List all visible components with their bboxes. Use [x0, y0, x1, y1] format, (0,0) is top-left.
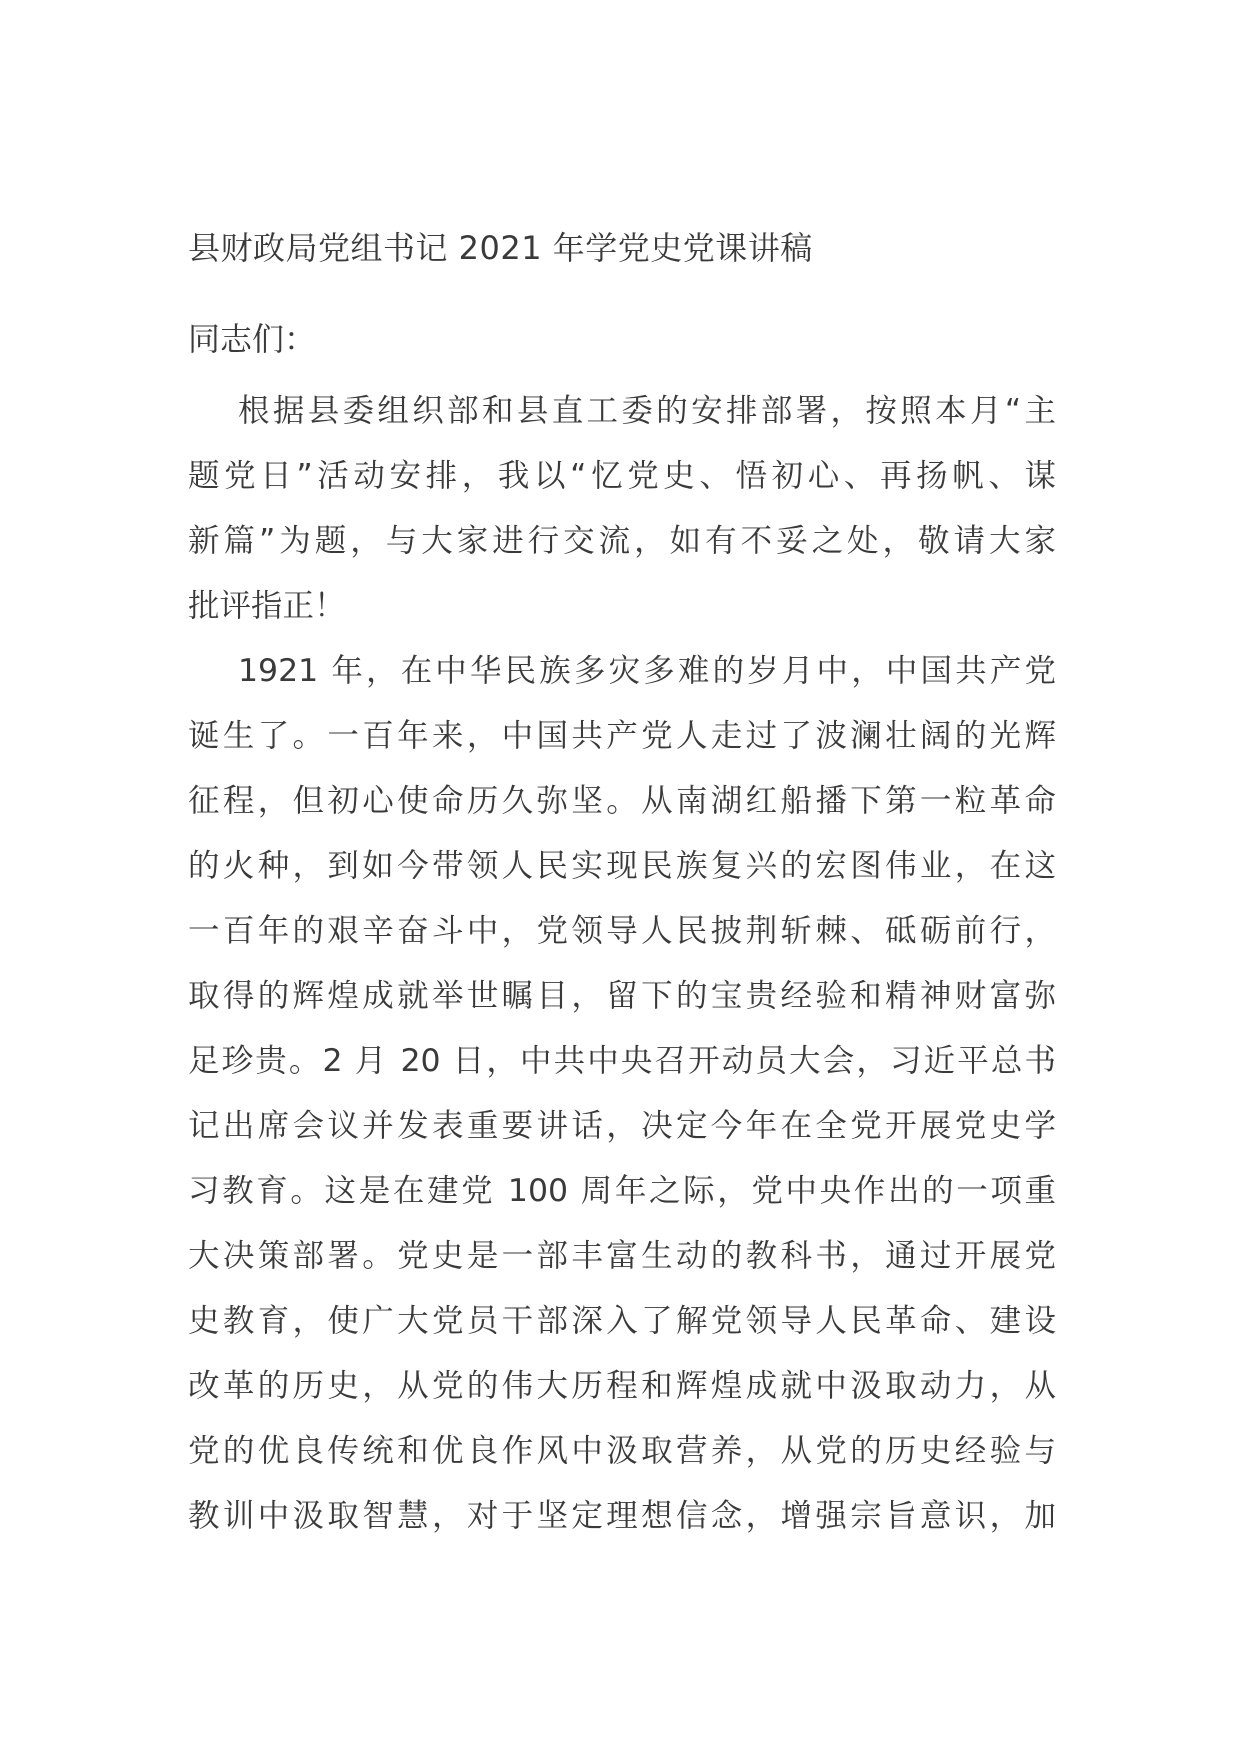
greeting: 同志们：: [188, 320, 317, 358]
paragraph-2-line: 取得的辉煌成就举世瞩目，留下的宝贵经验和精神财富弥: [188, 978, 1056, 1014]
paragraph-2-line: 改革的历史，从党的伟大历程和辉煌成就中汲取动力，从: [188, 1368, 1056, 1404]
paragraph-2-line: 诞生了。一百年来，中国共产党人走过了波澜壮阔的光辉: [188, 718, 1056, 754]
paragraph-2-line: 的火种，到如今带领人民实现民族复兴的宏图伟业，在这: [188, 848, 1056, 884]
paragraph-1-line: 题党日”活动安排，我以“忆党史、悟初心、再扬帆、谋: [188, 458, 1056, 494]
paragraph-2-line: 习教育。这是在建党 100 周年之际，党中央作出的一项重: [188, 1173, 1056, 1209]
document-body: [188, 379, 1056, 1549]
paragraph-2-line: 1921 年，在中华民族多灾多难的岁月中，中国共产党: [238, 653, 1056, 689]
paragraph-2-line: 记出席会议并发表重要讲话，决定今年在全党开展党史学: [188, 1108, 1056, 1144]
paragraph-2-line: 征程，但初心使命历久弥坚。从南湖红船播下第一粒革命: [188, 783, 1056, 819]
paragraph-2-line: 党的优良传统和优良作风中汲取营养，从党的历史经验与: [188, 1433, 1056, 1469]
document-page: [188, 0, 1056, 1754]
paragraph-2-line: 大决策部署。党史是一部丰富生动的教科书，通过开展党: [188, 1238, 1056, 1274]
paragraph-2-line: 教训中汲取智慧，对于坚定理想信念，增强宗旨意识，加: [188, 1498, 1056, 1534]
paragraph-1-line: 根据县委组织部和县直工委的安排部署，按照本月“主: [238, 393, 1056, 429]
paragraph-2-line: 足珍贵。2 月 20 日，中共中央召开动员大会，习近平总书: [188, 1043, 1056, 1079]
paragraph-2-line: 史教育，使广大党员干部深入了解党领导人民革命、建设: [188, 1303, 1056, 1339]
document-title: 县财政局党组书记 2021 年学党史党课讲稿: [188, 229, 813, 267]
paragraph-2-line: 一百年的艰辛奋斗中，党领导人民披荆斩棘、砥砺前行，: [188, 913, 1056, 949]
paragraph-1-line: 新篇”为题，与大家进行交流，如有不妥之处，敬请大家: [188, 523, 1056, 559]
paragraph-1-line: 批评指正！: [188, 588, 346, 624]
